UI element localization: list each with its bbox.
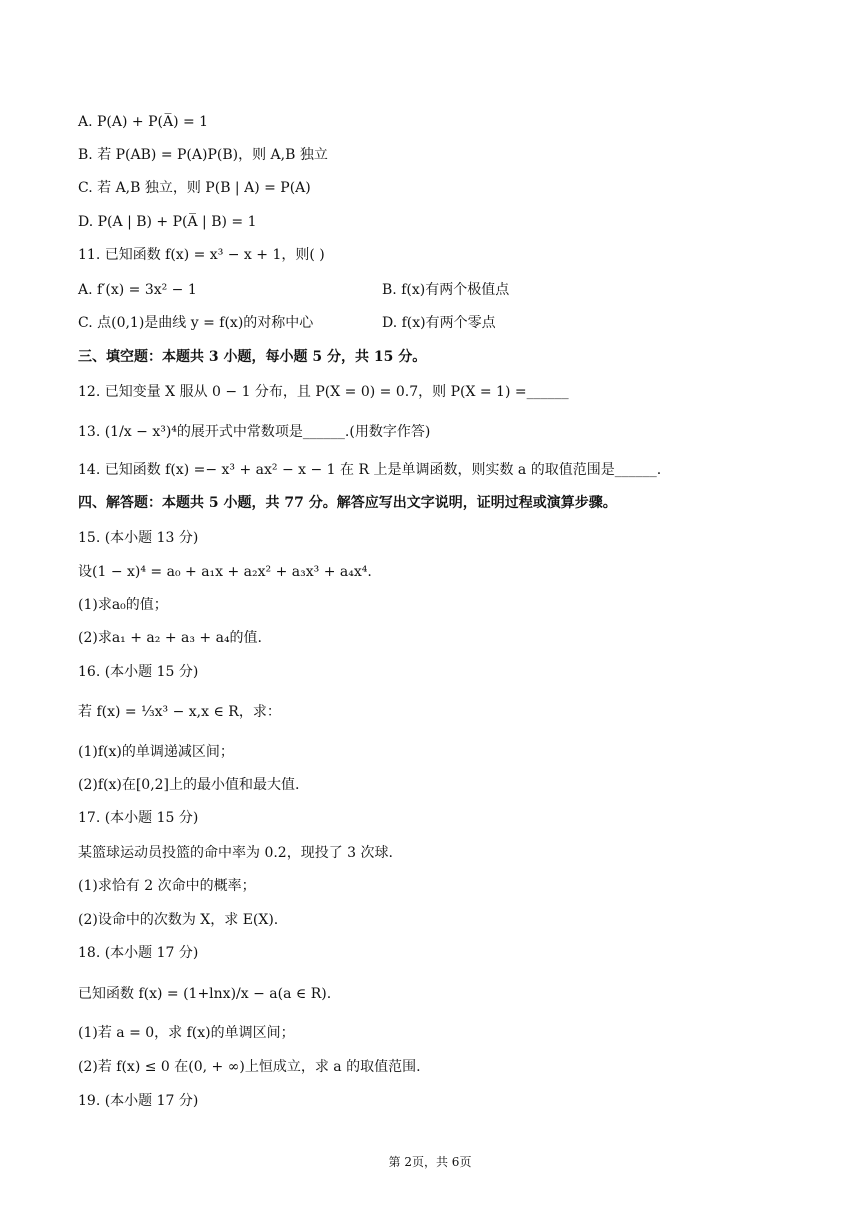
question-18-part2: (2)若 f(x) ≤ 0 在(0, + ∞)上恒成立，求 a 的取值范围.	[78, 1059, 421, 1075]
option-10d: D. P(A | B) + P(A̅ | B) = 1	[78, 214, 257, 230]
question-15-header: 15. (本小题 13 分)	[78, 530, 199, 546]
question-16-stem: 若 f(x) = ⅓x³ − x,x ∈ R，求：	[78, 704, 281, 720]
page-footer: 第 2页，共 6页	[388, 1155, 472, 1169]
option-11a: A. f′(x) = 3x² − 1	[78, 282, 197, 298]
question-15-part2: (2)求a₁ + a₂ + a₃ + a₄的值.	[78, 630, 263, 646]
option-10b: B. 若 P(AB) = P(A)P(B)，则 A,B 独立	[78, 147, 328, 163]
option-11b: B. f(x)有两个极值点	[382, 282, 510, 298]
question-18-part1: (1)若 a = 0，求 f(x)的单调区间；	[78, 1025, 295, 1041]
question-17-stem: 某篮球运动员投篮的命中率为 0.2，现投了 3 次球.	[78, 845, 393, 861]
question-16-header: 16. (本小题 15 分)	[78, 664, 199, 680]
option-11d: D. f(x)有两个零点	[382, 315, 496, 331]
question-18-stem: 已知函数 f(x) = (1+lnx)/x − a(a ∈ R).	[78, 986, 332, 1002]
question-17-part1: (1)求恰有 2 次命中的概率；	[78, 878, 256, 894]
option-11c: C. 点(0,1)是曲线 y = f(x)的对称中心	[78, 315, 314, 331]
question-17-part2: (2)设命中的次数为 X，求 E(X).	[78, 912, 279, 928]
option-10a: A. P(A) + P(A̅) = 1	[78, 114, 209, 130]
question-19-header: 19. (本小题 17 分)	[78, 1093, 199, 1109]
section-heading-4: 四、解答题：本题共 5 小题，共 77 分。解答应写出文字说明，证明过程或演算步骤。	[78, 495, 617, 511]
question-16-part1: (1)f(x)的单调递减区间；	[78, 744, 234, 760]
question-16-part2: (2)f(x)在[0,2]上的最小值和最大值.	[78, 777, 300, 793]
question-18-header: 18. (本小题 17 分)	[78, 945, 199, 961]
question-15-part1: (1)求a₀的值；	[78, 597, 168, 613]
section-heading-3: 三、填空题：本题共 3 小题，每小题 5 分，共 15 分。	[78, 349, 427, 365]
question-15-stem: 设(1 − x)⁴ = a₀ + a₁x + a₂x² + a₃x³ + a₄x⁴.	[78, 564, 372, 580]
question-12: 12. 已知变量 X 服从 0 − 1 分布，且 P(X = 0) = 0.7，则 P(X = 1) =______	[78, 384, 569, 400]
option-10c: C. 若 A,B 独立，则 P(B | A) = P(A)	[78, 180, 311, 196]
question-14: 14. 已知函数 f(x) =− x³ + ax² − x − 1 在 R 上是单调函数，则实数 a 的取值范围是______.	[78, 462, 662, 478]
question-11: 11. 已知函数 f(x) = x³ − x + 1，则( )	[78, 247, 325, 263]
question-13: 13. (1/x − x³)⁴的展开式中常数项是______.(用数字作答)	[78, 424, 431, 440]
question-17-header: 17. (本小题 15 分)	[78, 810, 199, 826]
